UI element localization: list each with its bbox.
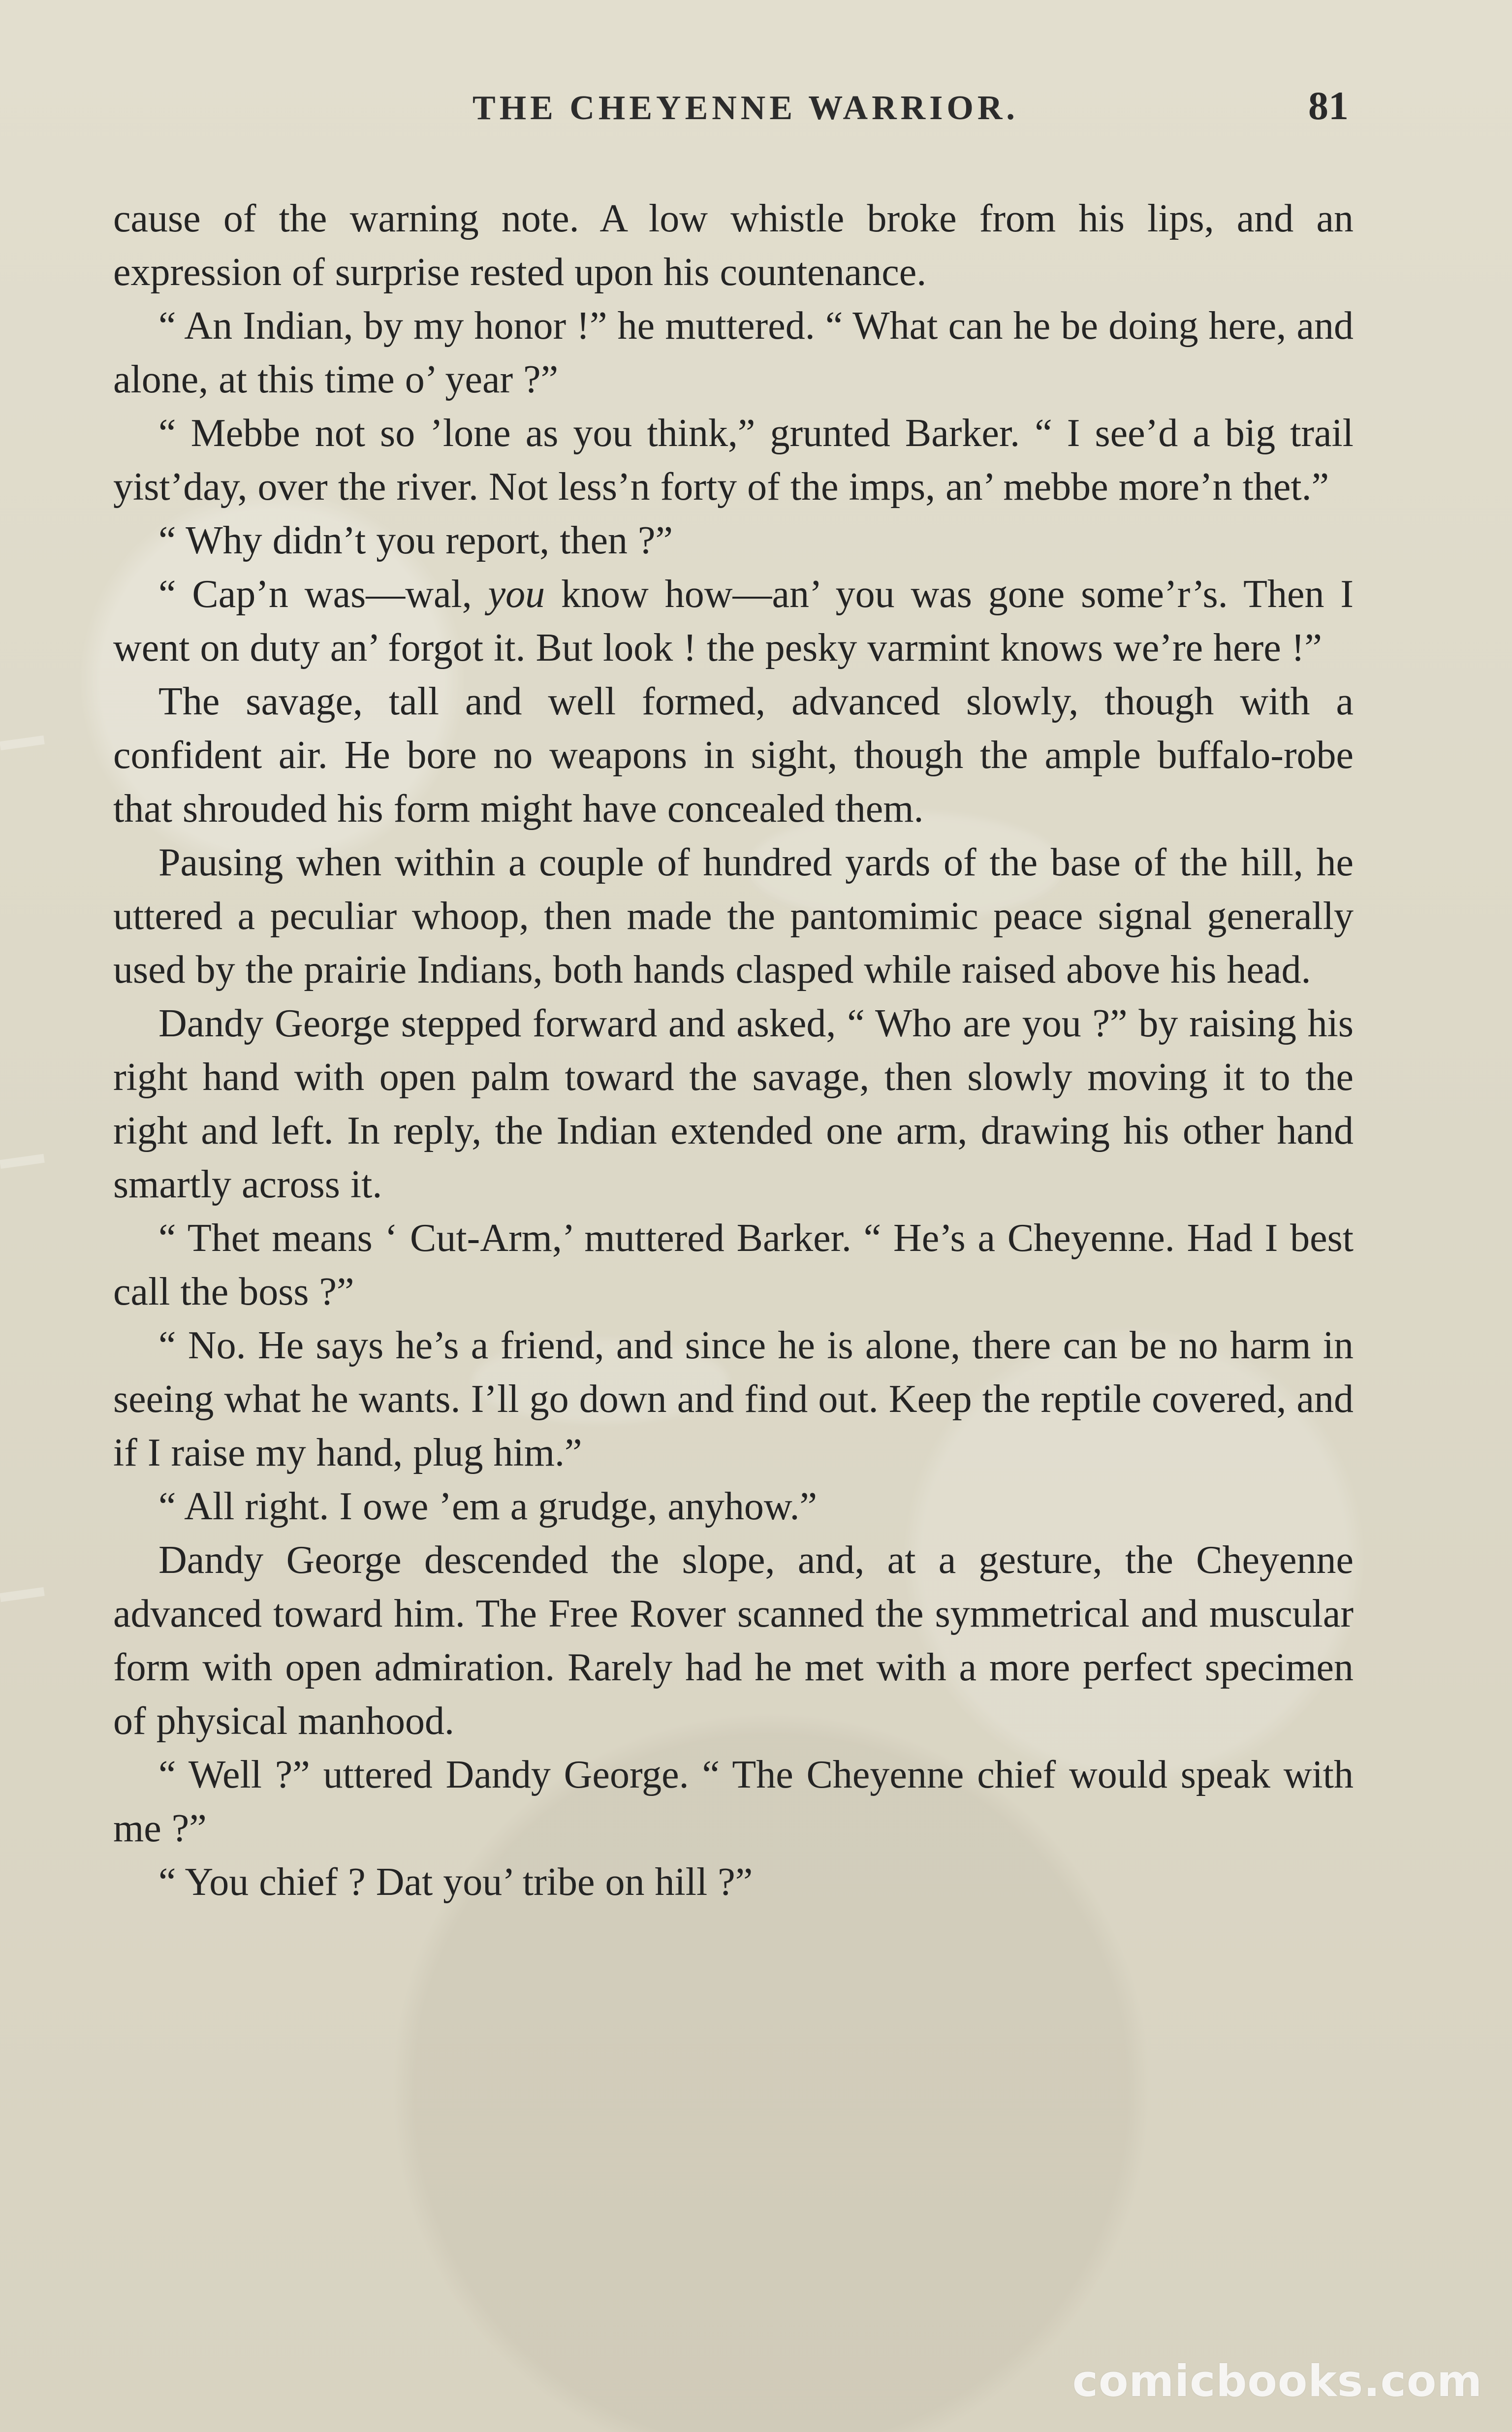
- paragraph: “ You chief ? Dat you’ tribe on hill ?”: [158, 1860, 753, 1904]
- paragraph: “ All right. I owe ’em a grudge, anyhow.”: [158, 1485, 817, 1528]
- page-number: 81: [1308, 83, 1349, 128]
- page-edge-tear: [0, 736, 45, 750]
- page-edge-tear: [0, 1154, 45, 1169]
- paragraph: [113, 568, 1354, 675]
- paragraph: Dandy George stepped forward and asked, “ Who are you ?” by raising his right hand with open palm toward the savage, then slowly moving it to the right and left. In reply, the Indian extended one arm, drawing his other hand smartly across it.: [113, 1002, 1354, 1206]
- page-edge-tear: [0, 1587, 45, 1602]
- paragraph: cause of the warning note. A low whistle broke from his lips, and an expression of surprise rested upon his countenance.: [113, 197, 1354, 294]
- paragraph: The savage, tall and well formed, advanced slowly, though with a confident air. He bore no weapons in sight, though the ample buffalo-robe that shrouded his form might have concealed them.: [113, 680, 1354, 831]
- paragraph-fragment: know how—an’ you was gone some’r’s. Then I went on duty an’ forgot it. But look ! the pesky varmint knows we’re here !”: [113, 573, 1354, 670]
- italic-emphasis: you: [488, 573, 545, 616]
- paragraph: “ Why didn’t you report, then ?”: [158, 519, 673, 562]
- story-text: [113, 192, 1354, 2270]
- site-watermark: comicbooks.com: [1072, 2356, 1482, 2406]
- running-header: [0, 0, 1512, 162]
- paragraph: “ Thet means ‘ Cut-Arm,’ muttered Barker. “ He’s a Cheyenne. Had I best call the boss ?”: [113, 1216, 1354, 1313]
- paragraph-fragment: “ Cap’n was—wal,: [158, 573, 488, 616]
- paragraph: “ An Indian, by my honor !” he muttered. “ What can he be doing here, and alone, at this time o’ year ?”: [113, 304, 1354, 401]
- paragraph: “ No. He says he’s a friend, and since he is alone, there can be no harm in seeing what he wants. I’ll go down and find out. Keep the reptile covered, and if I raise my hand, plug him.”: [113, 1324, 1354, 1474]
- paragraph: Dandy George descended the slope, and, at a gesture, the Cheyenne advanced toward him. The Free Rover scanned the symmetrical and muscular form with open admiration. Rarely had he met with a more perfect specimen of physical manhood.: [113, 1538, 1354, 1743]
- paragraph: “ Mebbe not so ’lone as you think,” grunted Barker. “ I see’d a big trail yist’day, over the river. Not less’n forty of the imps, an’ mebbe more’n thet.”: [113, 412, 1354, 509]
- running-head-title: THE CHEYENNE WARRIOR.: [472, 89, 1019, 127]
- paragraph: Pausing when within a couple of hundred yards of the base of the hill, he uttered a peculiar whoop, then made the pantomimic peace signal generally used by the prairie Indians, both hands clasped while raised above his head.: [113, 841, 1354, 992]
- paragraph: “ Well ?” uttered Dandy George. “ The Cheyenne chief would speak with me ?”: [113, 1753, 1354, 1850]
